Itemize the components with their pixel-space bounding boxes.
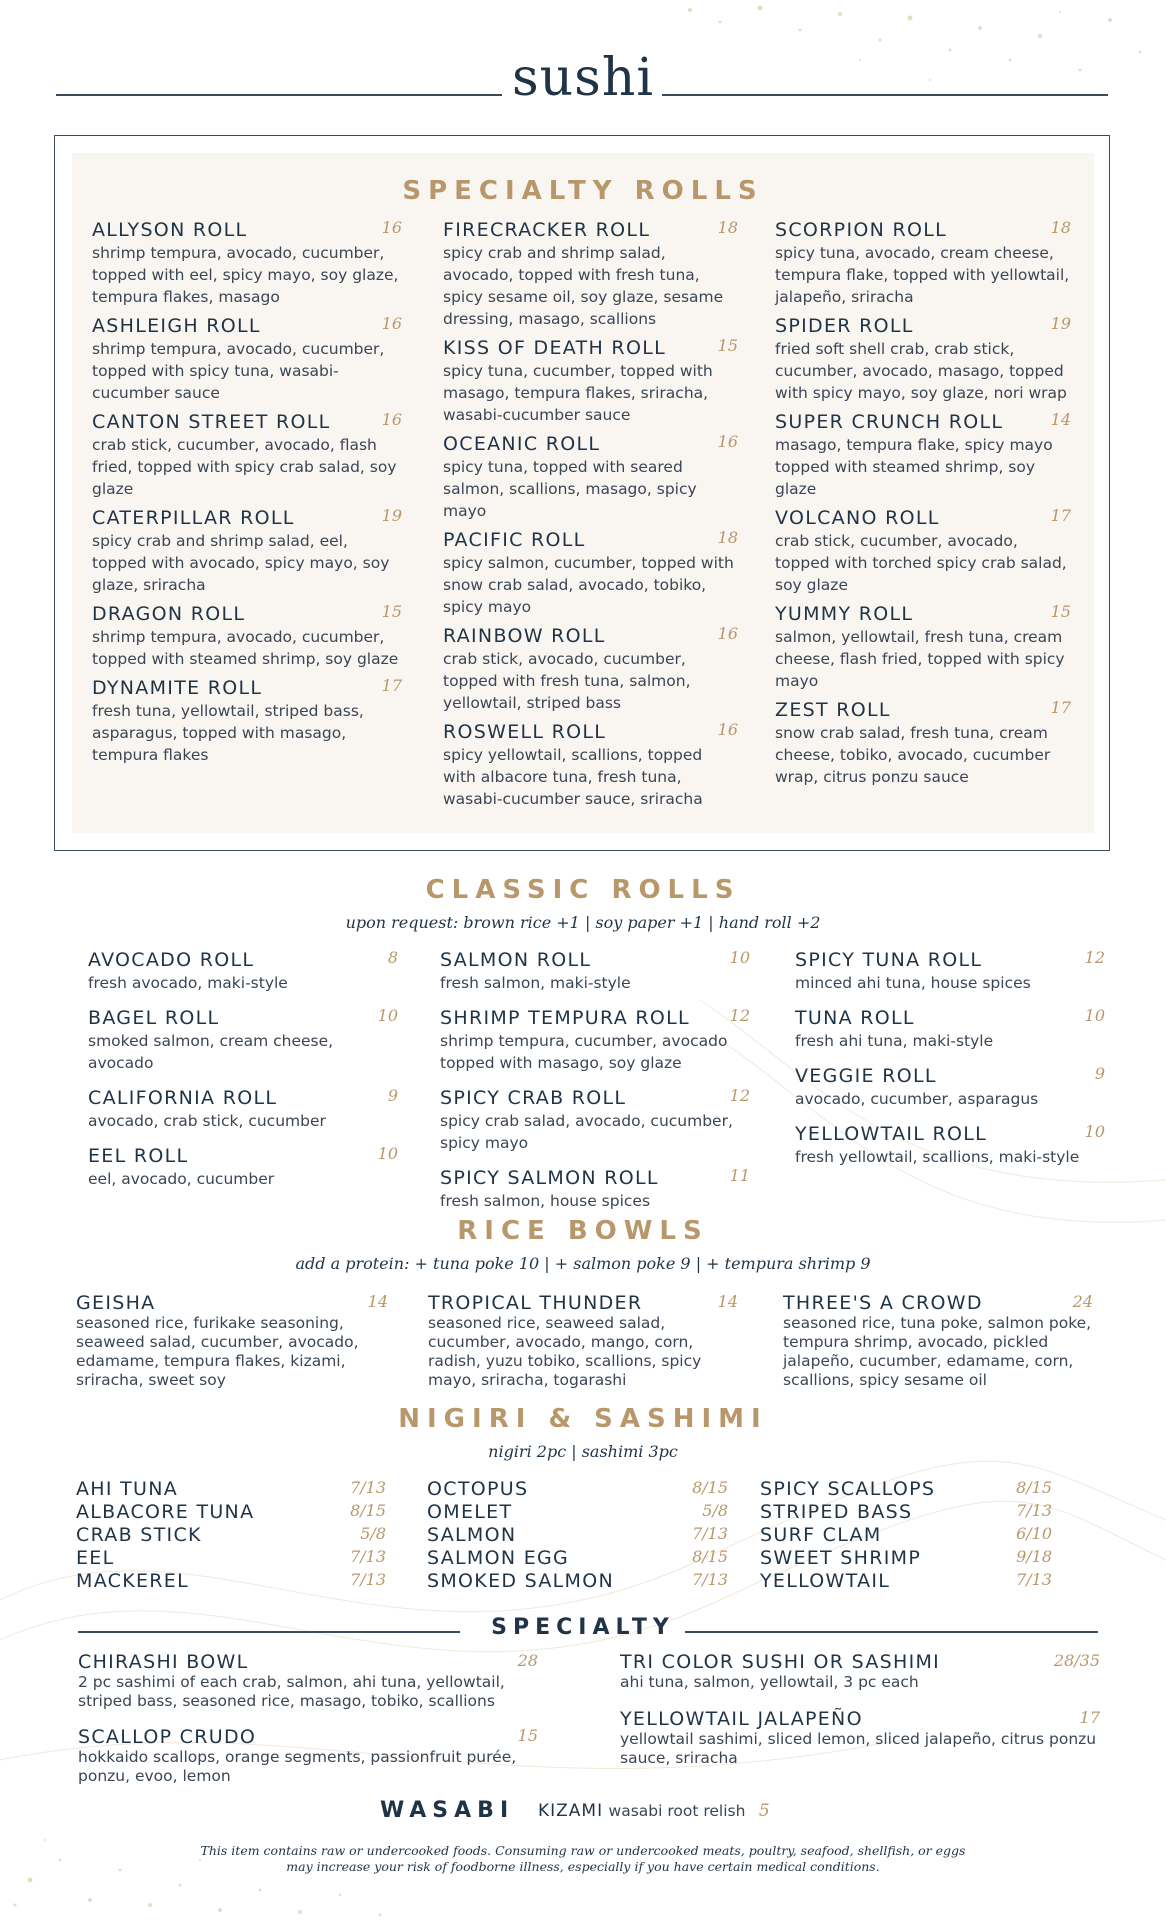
menu-item-price: 18 <box>1050 218 1071 237</box>
menu-item <box>443 720 738 810</box>
menu-item-desc: spicy crab salad, avocado, cucumber, spicy mayo <box>440 1112 733 1152</box>
menu-item-desc: ahi tuna, salmon, yellowtail, 3 pc each <box>620 1673 919 1691</box>
menu-item <box>76 1501 386 1524</box>
menu-item-price: 7/13 <box>350 1547 386 1566</box>
menu-item-price: 24 <box>1072 1292 1093 1311</box>
menu-item <box>443 432 738 522</box>
menu-item-name: SCORPION ROLL <box>775 219 947 241</box>
rice-bowl-geisha <box>76 1292 388 1390</box>
menu-item-name: OCTOPUS <box>427 1478 529 1500</box>
menu-item-name: YELLOWTAIL ROLL <box>795 1123 988 1145</box>
menu-item-name: CRAB STICK <box>76 1524 202 1546</box>
nigiri-heading: NIGIRI & SASHIMI <box>398 1404 768 1434</box>
menu-item-name: MACKEREL <box>76 1570 189 1592</box>
disclaimer-line-1: This item contains raw or undercooked foods. Consuming raw or undercooked meats, poultry, seafood, shellfish, or eggs <box>200 1843 966 1858</box>
menu-item <box>76 1547 386 1570</box>
menu-item-price: 15 <box>381 602 402 621</box>
menu-item-name: CALIFORNIA ROLL <box>88 1087 278 1109</box>
menu-item-price: 16 <box>381 218 402 237</box>
menu-item-name: ZEST ROLL <box>775 699 891 721</box>
menu-item-name: SPICY CRAB ROLL <box>440 1087 627 1109</box>
menu-item-price: 17 <box>1079 1708 1100 1727</box>
menu-item-name: ASHLEIGH ROLL <box>92 315 261 337</box>
wasabi-item <box>538 1801 770 1821</box>
menu-item-desc: seasoned rice, furikake seasoning, seaweed salad, cucumber, avocado, edamame, tempura flakes, kizami, sriracha, sweet soy <box>76 1314 359 1389</box>
menu-item <box>775 698 1071 788</box>
menu-item-name: TROPICAL THUNDER <box>428 1292 643 1314</box>
menu-item-price: 16 <box>717 720 738 739</box>
menu-item-name: VEGGIE ROLL <box>795 1065 937 1087</box>
wasabi-item-price: 5 <box>758 1801 770 1821</box>
classic-rolls-note: upon request: brown rice +1 | soy paper +1 | hand roll +2 <box>345 913 821 932</box>
menu-item-price: 19 <box>1050 314 1071 333</box>
menu-item-name: OMELET <box>427 1501 513 1523</box>
menu-item-desc: fresh ahi tuna, maki-style <box>795 1032 994 1050</box>
menu-item-price: 14 <box>367 1292 388 1311</box>
specialty-rolls-column-3 <box>775 218 1071 794</box>
menu-item-price: 7/13 <box>350 1570 386 1589</box>
menu-item-name: SUPER CRUNCH ROLL <box>775 411 1004 433</box>
menu-item-price: 16 <box>381 410 402 429</box>
menu-item <box>443 218 738 330</box>
menu-item <box>760 1501 1052 1524</box>
menu-item-price: 7/13 <box>692 1524 728 1543</box>
menu-item-name: CANTON STREET ROLL <box>92 411 331 433</box>
menu-item-price: 5/8 <box>360 1524 386 1543</box>
menu-item-name: SALMON <box>427 1524 517 1546</box>
menu-item <box>795 1064 1105 1110</box>
menu-item-desc: avocado, crab stick, cucumber <box>88 1112 326 1130</box>
menu-item-price: 10 <box>729 948 750 967</box>
menu-item <box>620 1708 1100 1768</box>
menu-item <box>92 602 402 670</box>
classic-rolls-column-2 <box>440 948 750 1224</box>
menu-item <box>620 1651 1100 1692</box>
wasabi-item-name: KIZAMI <box>538 1801 604 1821</box>
specialty-item-yellowtail-jalapeno <box>620 1708 1100 1768</box>
menu-item-desc: shrimp tempura, avocado, cucumber, topped with eel, spicy mayo, soy glaze, tempura flakes, masago <box>92 244 399 306</box>
specialty-rolls-column-1 <box>92 218 402 772</box>
menu-item-name: DRAGON ROLL <box>92 603 246 625</box>
menu-item <box>88 948 398 994</box>
menu-item-name: PACIFIC ROLL <box>443 529 586 551</box>
menu-item-desc: seasoned rice, tuna poke, salmon poke, tempura shrimp, avocado, pickled jalapeño, cucumber, edamame, corn, scallions, spicy sesame oil <box>783 1314 1092 1389</box>
menu-item-name: TRI COLOR SUSHI OR SASHIMI <box>620 1651 941 1673</box>
menu-item-desc: eel, avocado, cucumber <box>88 1170 275 1188</box>
menu-item-name: RAINBOW ROLL <box>443 625 606 647</box>
wasabi-heading: WASABI <box>380 1798 515 1823</box>
menu-item <box>92 314 402 404</box>
menu-item-price: 28 <box>517 1651 538 1670</box>
menu-item-price: 10 <box>377 1006 398 1025</box>
page-title: sushi <box>512 48 654 108</box>
menu-item-desc: fresh yellowtail, scallions, maki-style <box>795 1148 1080 1166</box>
menu-item <box>78 1726 538 1786</box>
menu-item-price: 15 <box>717 336 738 355</box>
menu-item-name: ROSWELL ROLL <box>443 721 607 743</box>
menu-item <box>427 1501 728 1524</box>
menu-item-desc: hokkaido scallops, orange segments, passionfruit purée, ponzu, evoo, lemon <box>78 1748 517 1785</box>
menu-item <box>76 1478 386 1501</box>
menu-item <box>775 602 1071 692</box>
menu-item-desc: minced ahi tuna, house spices <box>795 974 1031 992</box>
menu-item <box>76 1524 386 1547</box>
menu-item-name: SURF CLAM <box>760 1524 882 1546</box>
menu-item-price: 17 <box>1050 698 1071 717</box>
menu-item-desc: 2 pc sashimi of each crab, salmon, ahi tuna, yellowtail, striped bass, seasoned rice, masago, tobiko, scallions <box>78 1673 505 1710</box>
menu-item-desc: seasoned rice, seaweed salad, cucumber, avocado, mango, corn, radish, yuzu tobiko, scallions, spicy mayo, sriracha, togarashi <box>428 1314 702 1389</box>
menu-item-price: 8/15 <box>1016 1478 1052 1497</box>
menu-item <box>76 1570 386 1593</box>
menu-item-price: 12 <box>729 1086 750 1105</box>
menu-item-name: SMOKED SALMON <box>427 1570 614 1592</box>
menu-item-desc: spicy salmon, cucumber, topped with snow crab salad, avocado, tobiko, spicy mayo <box>443 554 734 616</box>
menu-item-price: 7/13 <box>350 1478 386 1497</box>
menu-item-name: CHIRASHI BOWL <box>78 1651 249 1673</box>
menu-item-price: 8/15 <box>692 1547 728 1566</box>
menu-item-name: SCALLOP CRUDO <box>78 1726 257 1748</box>
menu-item <box>92 218 402 308</box>
nigiri-column-3 <box>760 1478 1052 1593</box>
rice-bowl-threes-a-crowd <box>783 1292 1093 1390</box>
menu-item <box>440 1086 750 1154</box>
menu-item-name: GEISHA <box>76 1292 156 1314</box>
menu-item <box>760 1478 1052 1501</box>
menu-item-price: 16 <box>381 314 402 333</box>
menu-item-desc: crab stick, cucumber, avocado, topped with torched spicy crab salad, soy glaze <box>775 532 1067 594</box>
menu-item-name: THREE'S A CROWD <box>783 1292 983 1314</box>
menu-item <box>795 1006 1105 1052</box>
menu-item-name: SHRIMP TEMPURA ROLL <box>440 1007 690 1029</box>
menu-item-name: CATERPILLAR ROLL <box>92 507 295 529</box>
menu-item-price: 15 <box>1050 602 1071 621</box>
menu-item-price: 8/15 <box>350 1501 386 1520</box>
menu-item-name: EEL ROLL <box>88 1145 189 1167</box>
menu-item-name: OCEANIC ROLL <box>443 433 601 455</box>
menu-item-name: ALLYSON ROLL <box>92 219 248 241</box>
menu-item-price: 8 <box>387 948 398 967</box>
menu-item <box>92 506 402 596</box>
menu-item-desc: fresh salmon, house spices <box>440 1192 651 1210</box>
menu-item-name: SPIDER ROLL <box>775 315 914 337</box>
nigiri-column-2 <box>427 1478 728 1593</box>
menu-item-price: 12 <box>1084 948 1105 967</box>
menu-item-price: 10 <box>1084 1122 1105 1141</box>
menu-item <box>92 676 402 766</box>
rice-bowl-tropical-thunder <box>428 1292 738 1390</box>
menu-item-name: SPICY SALMON ROLL <box>440 1167 659 1189</box>
menu-item <box>760 1547 1052 1570</box>
disclaimer-line-2: may increase your risk of foodborne illness, especially if you have certain medical conditions. <box>286 1859 880 1874</box>
menu-item-desc: spicy tuna, avocado, cream cheese, tempura flake, topped with yellowtail, jalapeño, sriracha <box>775 244 1070 306</box>
menu-item-desc: shrimp tempura, avocado, cucumber, topped with steamed shrimp, soy glaze <box>92 628 399 668</box>
menu-item <box>76 1292 388 1390</box>
menu-item-price: 7/13 <box>692 1570 728 1589</box>
menu-item-price: 18 <box>717 528 738 547</box>
menu-item-price: 15 <box>517 1726 538 1745</box>
menu-item-name: AVOCADO ROLL <box>88 949 255 971</box>
menu-item-name: SPICY TUNA ROLL <box>795 949 983 971</box>
menu-item-price: 11 <box>729 1166 750 1185</box>
menu-item-desc: fresh tuna, yellowtail, striped bass, asparagus, topped with masago, tempura flakes <box>92 702 364 764</box>
nigiri-note: nigiri 2pc | sashimi 3pc <box>488 1442 678 1461</box>
menu-item <box>88 1006 398 1074</box>
menu-item-desc: shrimp tempura, cucumber, avocado topped with masago, soy glaze <box>440 1032 728 1072</box>
nigiri-column-1 <box>76 1478 386 1593</box>
menu-item-name: STRIPED BASS <box>760 1501 913 1523</box>
menu-item <box>775 506 1071 596</box>
menu-item <box>795 1122 1105 1168</box>
menu-item-desc: yellowtail sashimi, sliced lemon, sliced jalapeño, citrus ponzu sauce, sriracha <box>620 1730 1097 1767</box>
menu-item-desc: spicy crab and shrimp salad, eel, topped with avocado, spicy mayo, soy glaze, sriracha <box>92 532 390 594</box>
menu-item-name: DYNAMITE ROLL <box>92 677 263 699</box>
menu-item-desc: fresh salmon, maki-style <box>440 974 631 992</box>
menu-item-price: 16 <box>717 432 738 451</box>
menu-item <box>78 1651 538 1711</box>
menu-item <box>428 1292 738 1390</box>
menu-item-price: 16 <box>717 624 738 643</box>
menu-item-desc: snow crab salad, fresh tuna, cream cheese, tobiko, avocado, cucumber wrap, citrus ponzu sauce <box>775 724 1051 786</box>
menu-item-price: 5/8 <box>702 1501 728 1520</box>
menu-item <box>443 528 738 618</box>
menu-item-price: 7/13 <box>1016 1570 1052 1589</box>
menu-item-desc: fried soft shell crab, crab stick, cucumber, avocado, masago, topped with spicy mayo, soy glaze, nori wrap <box>775 340 1067 402</box>
menu-item-name: SALMON EGG <box>427 1547 570 1569</box>
menu-item-name: VOLCANO ROLL <box>775 507 940 529</box>
menu-item <box>427 1547 728 1570</box>
classic-rolls-heading: CLASSIC ROLLS <box>425 875 741 905</box>
menu-item <box>92 410 402 500</box>
menu-item-name: ALBACORE TUNA <box>76 1501 255 1523</box>
menu-item-price: 19 <box>381 506 402 525</box>
menu-item-price: 9 <box>387 1086 398 1105</box>
menu-item <box>427 1524 728 1547</box>
wasabi-item-desc: wasabi root relish <box>608 1802 746 1820</box>
menu-item <box>443 624 738 714</box>
menu-item-price: 17 <box>1050 506 1071 525</box>
menu-item-name: FIRECRACKER ROLL <box>443 219 651 241</box>
menu-item-name: TUNA ROLL <box>795 1007 915 1029</box>
menu-item-price: 9/18 <box>1016 1547 1052 1566</box>
menu-item-name: BAGEL ROLL <box>88 1007 220 1029</box>
menu-item-name: YUMMY ROLL <box>775 603 914 625</box>
menu-item-price: 9 <box>1094 1064 1105 1083</box>
menu-item-price: 18 <box>717 218 738 237</box>
menu-item-name: EEL <box>76 1547 115 1569</box>
menu-item <box>427 1570 728 1593</box>
menu-item-name: AHI TUNA <box>76 1478 179 1500</box>
menu-item-price: 28/35 <box>1053 1651 1100 1670</box>
menu-item-desc: spicy tuna, cucumber, topped with masago, tempura flakes, sriracha, wasabi-cucumber sauce <box>443 362 713 424</box>
classic-rolls-column-1 <box>88 948 398 1202</box>
menu-item-desc: salmon, yellowtail, fresh tuna, cream cheese, flash fried, topped with spicy mayo <box>775 628 1065 690</box>
menu-item <box>795 948 1105 994</box>
menu-item <box>440 1166 750 1212</box>
rice-bowls-heading: RICE BOWLS <box>457 1216 709 1246</box>
menu-item-desc: spicy tuna, topped with seared salmon, scallions, masago, spicy mayo <box>443 458 697 520</box>
menu-item <box>88 1086 398 1132</box>
menu-item-name: YELLOWTAIL JALAPEÑO <box>620 1708 863 1730</box>
menu-item-desc: smoked salmon, cream cheese, avocado <box>88 1032 334 1072</box>
menu-item <box>427 1478 728 1501</box>
menu-item-desc: spicy yellowtail, scallions, topped with albacore tuna, fresh tuna, wasabi-cucumber sauce, sriracha <box>443 746 703 808</box>
specialty-rolls-heading: SPECIALTY ROLLS <box>402 176 764 206</box>
menu-item <box>440 948 750 994</box>
menu-item <box>760 1570 1052 1593</box>
menu-item <box>760 1524 1052 1547</box>
menu-item-price: 17 <box>381 676 402 695</box>
menu-item-price: 8/15 <box>692 1478 728 1497</box>
specialty-rolls-column-2 <box>443 218 738 816</box>
menu-item-price: 7/13 <box>1016 1501 1052 1520</box>
specialty-item-tri-color <box>620 1651 1100 1692</box>
menu-item <box>775 410 1071 500</box>
rice-bowls-note: add a protein: + tuna poke 10 | + salmon poke 9 | + tempura shrimp 9 <box>295 1254 871 1273</box>
menu-item <box>88 1144 398 1190</box>
menu-item-price: 10 <box>1084 1006 1105 1025</box>
menu-item-price: 12 <box>729 1006 750 1025</box>
menu-item-price: 6/10 <box>1016 1524 1052 1543</box>
menu-item-desc: crab stick, cucumber, avocado, flash fried, topped with spicy crab salad, soy glaze <box>92 436 397 498</box>
menu-item-name: KISS OF DEATH ROLL <box>443 337 666 359</box>
specialty-item-chirashi <box>78 1651 538 1711</box>
menu-item-desc: crab stick, avocado, cucumber, topped with fresh tuna, salmon, yellowtail, striped bass <box>443 650 691 712</box>
specialty-item-scallop-crudo <box>78 1726 538 1786</box>
menu-item <box>775 218 1071 308</box>
menu-item-desc: spicy crab and shrimp salad, avocado, topped with fresh tuna, spicy sesame oil, soy glaze, sesame dressing, masago, scallions <box>443 244 724 328</box>
disclaimer <box>0 1843 1166 1875</box>
menu-item-price: 14 <box>1050 410 1071 429</box>
menu-item-name: SALMON ROLL <box>440 949 592 971</box>
menu-item <box>440 1006 750 1074</box>
menu-item-desc: masago, tempura flake, spicy mayo topped with steamed shrimp, soy glaze <box>775 436 1053 498</box>
menu-item-price: 14 <box>717 1292 738 1311</box>
menu-item <box>783 1292 1093 1390</box>
menu-item <box>443 336 738 426</box>
menu-item-desc: avocado, cucumber, asparagus <box>795 1090 1039 1108</box>
menu-item <box>775 314 1071 404</box>
classic-rolls-column-3 <box>795 948 1105 1180</box>
specialty-heading: SPECIALTY <box>491 1615 675 1640</box>
menu-item-name: SWEET SHRIMP <box>760 1547 922 1569</box>
menu-item-name: SPICY SCALLOPS <box>760 1478 936 1500</box>
menu-item-name: YELLOWTAIL <box>760 1570 891 1592</box>
menu-item-desc: fresh avocado, maki-style <box>88 974 288 992</box>
menu-item-price: 10 <box>377 1144 398 1163</box>
menu-item-desc: shrimp tempura, avocado, cucumber, topped with spicy tuna, wasabi-cucumber sauce <box>92 340 385 402</box>
